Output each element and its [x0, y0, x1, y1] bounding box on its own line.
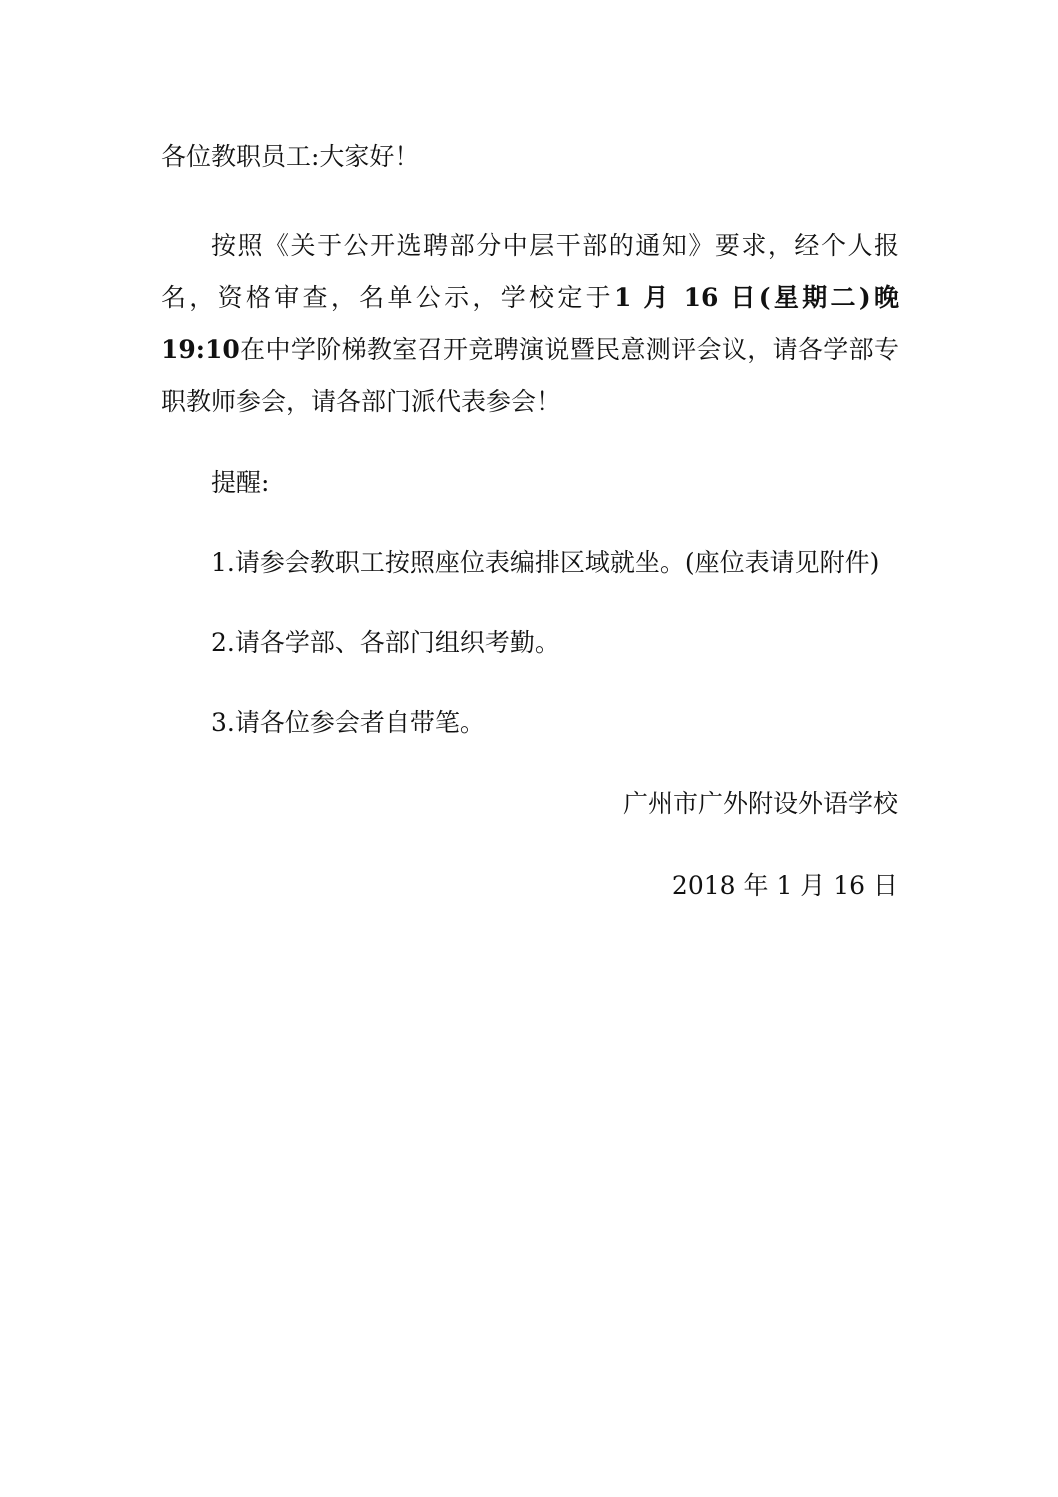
reminder-item: 2.请各学部、各部门组织考勤。 [211, 628, 560, 657]
paragraph-text-part2: 在中学阶梯教室召开竞聘演说暨民意测评会议，请各学部专职教师参会，请各部门派代表参会！ [161, 335, 899, 416]
reminder-item: 3.请各位参会者自带笔。 [211, 708, 485, 737]
reminder-item: 1.请参会教职工按照座位表编排区域就坐。(座位表请见附件) [211, 548, 880, 577]
notice-date: 2018 年 1 月 16 日 [671, 871, 898, 900]
greeting: 各位教职员工:大家好！ [161, 142, 420, 171]
notice-body-paragraph [161, 220, 899, 428]
reminder-title: 提醒: [211, 468, 270, 497]
meeting-time: 1 月 16 日(星期二)晚 19:10 [161, 283, 899, 364]
school-signature: 广州市广外附设外语学校 [622, 789, 898, 818]
paragraph-text-part1: 按照《关于公开选聘部分中层干部的通知》要求，经个人报名，资格审查，名单公示，学校定于 [161, 231, 899, 312]
